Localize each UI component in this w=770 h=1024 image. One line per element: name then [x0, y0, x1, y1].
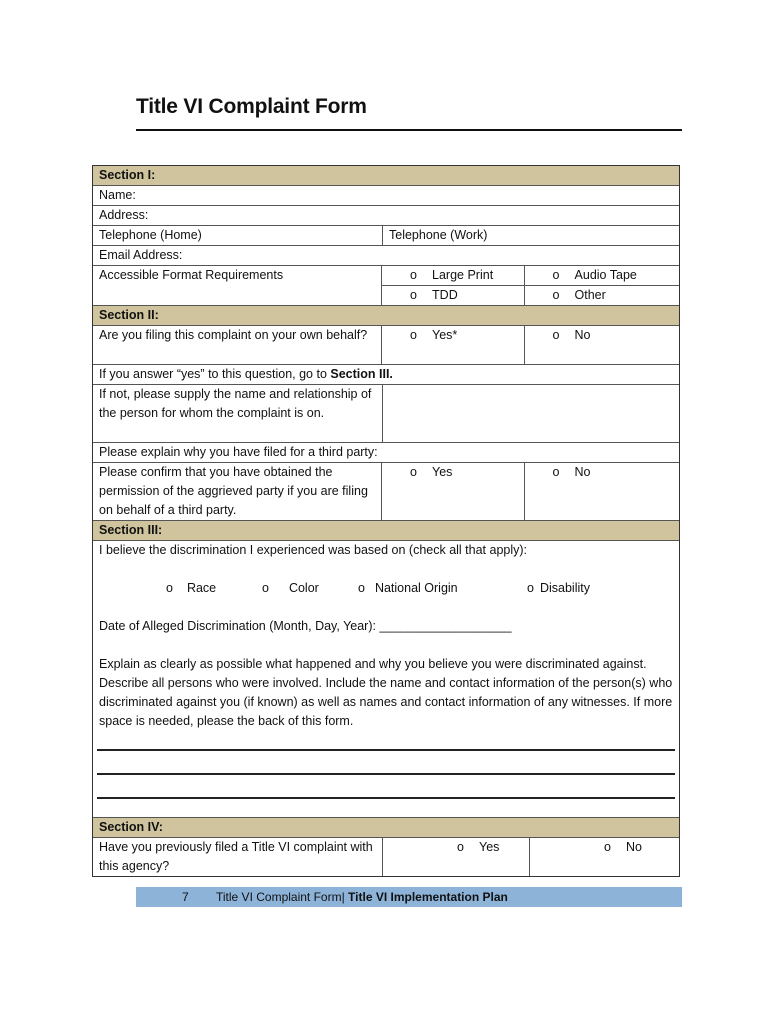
radio-circle-icon[interactable]: o: [410, 328, 417, 342]
section-4-header: Section IV:: [93, 817, 679, 837]
checkbox-circle-icon[interactable]: o: [262, 581, 269, 595]
third-party-reason-field[interactable]: Please explain why you have filed for a third party:: [99, 445, 378, 459]
page-footer: [136, 887, 682, 907]
radio-circle-icon[interactable]: o: [552, 328, 560, 342]
section-3-header: Section III:: [93, 520, 679, 540]
address-field[interactable]: Address:: [99, 208, 149, 222]
option-audio-tape[interactable]: o Audio Tape: [525, 266, 679, 285]
radio-circle-icon[interactable]: o: [552, 465, 560, 479]
telephone-work-field[interactable]: Telephone (Work): [382, 226, 679, 245]
radio-circle-icon[interactable]: o: [552, 268, 560, 282]
radio-circle-icon[interactable]: o: [552, 288, 560, 302]
checkbox-circle-icon[interactable]: o: [358, 581, 365, 595]
section-2-header: Section II:: [93, 305, 679, 325]
explain-instructions: Explain as clearly as possible what happened and why you believe you were discriminated against. Describe all persons who were involved. Include the name and contact information of the person(s) who discriminated against you (if known) as well as names and contact information of any witnesses. If more space is needed, please the back of this form.: [99, 657, 673, 728]
option-previously-filed-yes[interactable]: o Yes: [389, 838, 523, 857]
writing-line[interactable]: [97, 773, 675, 775]
third-party-name-field[interactable]: [382, 385, 679, 442]
option-permission-yes[interactable]: o Yes: [382, 463, 524, 482]
page-number: 7: [182, 890, 189, 904]
telephone-home-field[interactable]: Telephone (Home): [99, 228, 202, 242]
previously-filed-question: Have you previously filed a Title VI complaint with this agency?: [99, 840, 373, 873]
goto-section-instruction: If you answer “yes” to this question, go to Section III.: [99, 367, 393, 381]
radio-circle-icon[interactable]: o: [457, 840, 464, 854]
checkbox-national-origin[interactable]: o National Origin: [358, 581, 458, 595]
section-3-body: [93, 541, 679, 817]
checkbox-disability[interactable]: o Disability: [527, 581, 590, 595]
name-field[interactable]: Name:: [99, 188, 136, 202]
writing-line[interactable]: [97, 749, 675, 751]
third-party-name-label: If not, please supply the name and relationship of the person for whom the complaint is on.: [99, 387, 372, 420]
option-tdd[interactable]: o TDD: [382, 285, 524, 305]
option-other[interactable]: o Other: [525, 285, 679, 305]
option-own-behalf-no[interactable]: o No: [525, 326, 679, 345]
option-large-print[interactable]: o Large Print: [382, 266, 524, 285]
email-field[interactable]: Email Address:: [99, 248, 183, 262]
option-previously-filed-no[interactable]: o No: [536, 838, 673, 857]
checkbox-circle-icon[interactable]: o: [527, 581, 534, 595]
radio-circle-icon[interactable]: o: [604, 840, 611, 854]
radio-circle-icon[interactable]: o: [410, 288, 417, 302]
checkbox-color[interactable]: o Color: [262, 581, 319, 595]
radio-circle-icon[interactable]: o: [410, 465, 417, 479]
basis-instruction: I believe the discrimination I experienced was based on (check all that apply):: [99, 543, 528, 557]
radio-circle-icon[interactable]: o: [410, 268, 417, 282]
option-permission-no[interactable]: o No: [525, 463, 679, 482]
checkbox-race[interactable]: o Race: [166, 581, 217, 595]
checkbox-circle-icon[interactable]: o: [166, 581, 173, 595]
complaint-form: [92, 165, 680, 877]
footer-title: Title VI Complaint Form| Title VI Implementation Plan: [216, 890, 508, 904]
date-of-discrimination-field[interactable]: Date of Alleged Discrimination (Month, Day, Year): ___________________: [99, 619, 512, 633]
section-1-header: Section I:: [93, 166, 679, 185]
permission-confirm-question: Please confirm that you have obtained the permission of the aggrieved party if you are filing on behalf of a third party.: [99, 465, 368, 517]
writing-line[interactable]: [97, 797, 675, 799]
title-underline: [136, 129, 682, 131]
page-title: Title VI Complaint Form: [136, 95, 367, 118]
accessible-format-label: Accessible Format Requirements: [99, 268, 284, 282]
option-own-behalf-yes[interactable]: o Yes*: [382, 326, 524, 345]
own-behalf-question: Are you filing this complaint on your own behalf?: [99, 328, 368, 342]
